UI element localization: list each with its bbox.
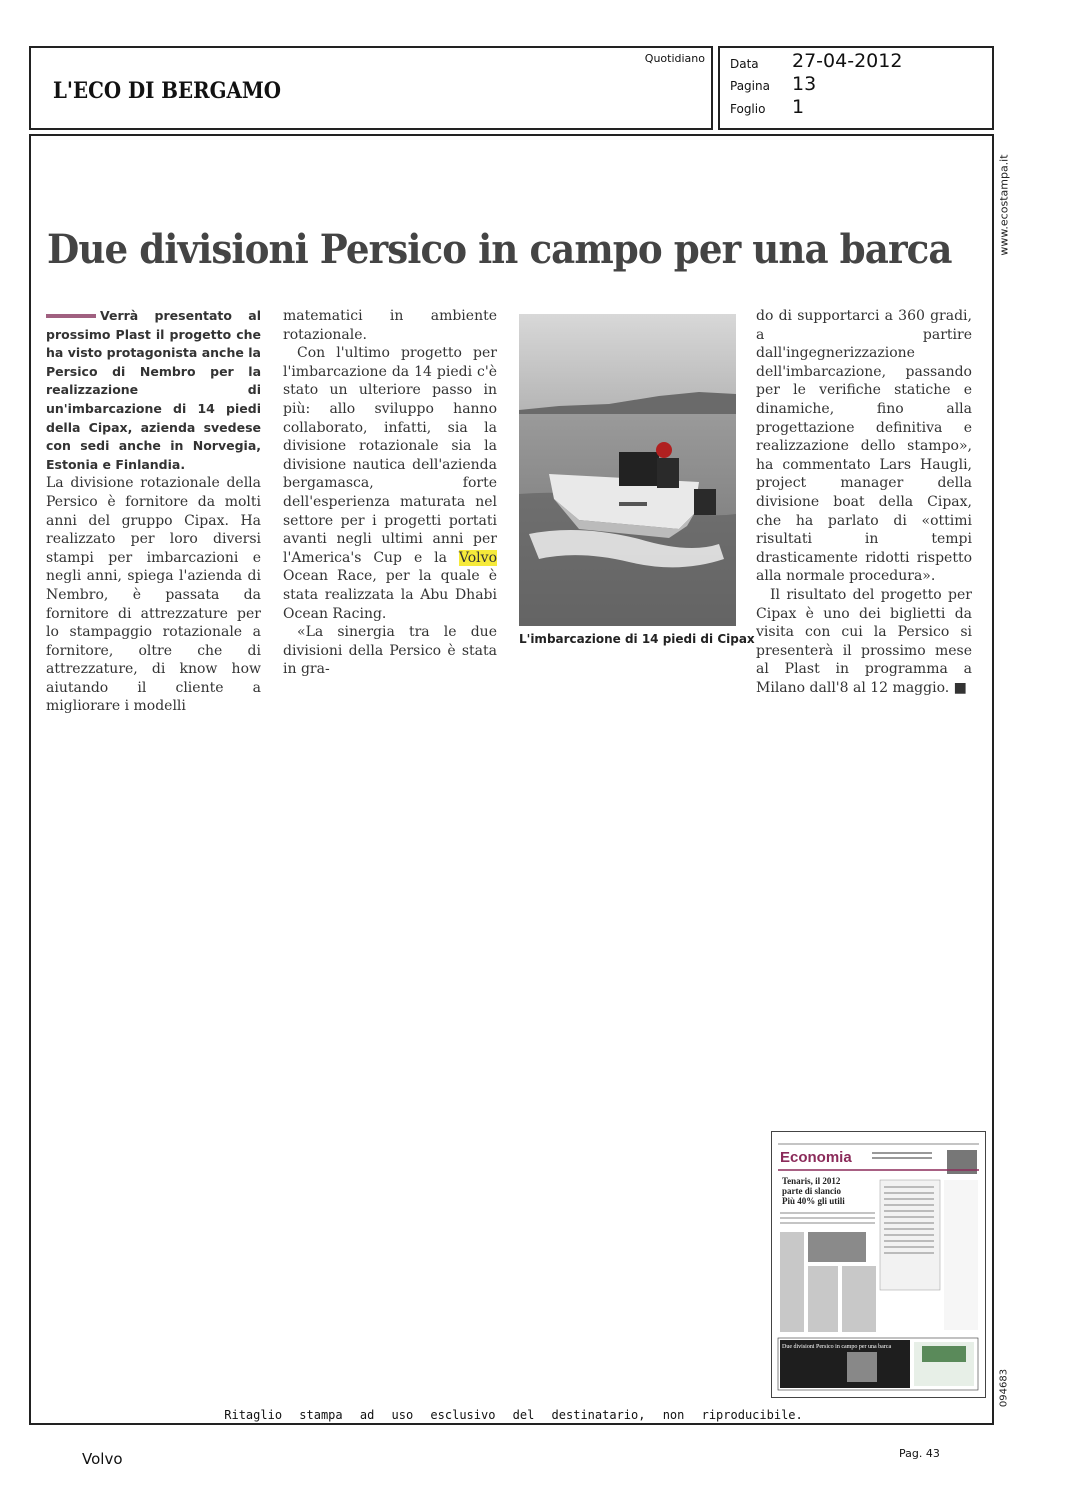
page-thumbnail-graphic bbox=[772, 1132, 985, 1397]
masthead-box bbox=[29, 46, 713, 130]
article-column-1 bbox=[46, 307, 261, 716]
column-4-p2: Il risultato del progetto per Cipax è uno dei biglietti da visita con cui la Persico si presenterà il prossimo mese al Plast in programma a Milano dall'8 al 12 maggio. ■ bbox=[756, 586, 972, 696]
svg-text:parte di slancio: parte di slancio bbox=[782, 1186, 842, 1196]
boat-photo bbox=[519, 314, 736, 626]
data-value: 27-04-2012 bbox=[792, 50, 903, 72]
pagina-label: Pagina bbox=[730, 79, 770, 93]
data-label: Data bbox=[730, 57, 759, 71]
column-2-p3: «La sinergia tra le due divisioni della Persico è stata in gra- bbox=[283, 624, 497, 678]
frequency-label: Quotidiano bbox=[644, 52, 705, 65]
article-box bbox=[29, 134, 994, 1425]
article-lead: Verrà presentato al prossimo Plast il progetto che ha visto protagonista anche la Persico di Nembro per la realizzazione di un'imbarcazione di 14 piedi della Cipax, azienda svedese con sedi anche in Norvegia, Estonia e Finlandia. bbox=[46, 308, 261, 472]
article-column-4 bbox=[756, 307, 972, 697]
meta-box bbox=[718, 46, 994, 130]
side-url: www.ecostampa.it bbox=[997, 154, 1011, 256]
page-thumbnail bbox=[771, 1131, 986, 1398]
side-code: 094683 bbox=[998, 1368, 1010, 1408]
reproduction-notice: Ritaglio stampa ad uso esclusivo del destinatario, non riproducibile. bbox=[224, 1408, 803, 1422]
volvo-highlight: Volvo bbox=[458, 549, 497, 566]
publication-logo: L'ECO DI BERGAMO bbox=[53, 78, 282, 104]
article-headline: Due divisioni Persico in campo per una barca bbox=[47, 226, 952, 273]
svg-text:Più 40% gli utili: Più 40% gli utili bbox=[782, 1196, 845, 1206]
column-1-body: La divisione rotazionale della Persico è fornitore da molti anni del gruppo Cipax. Ha realizzato per loro diversi stampi per imbarcazioni e negli anni, spiega l'azienda di Nembro, è passata da fornitore di attrezzature per lo stampaggio rotazionale a fornitore, oltre che di attrezzature, di know how aiutando il cliente a migliorare i modelli bbox=[46, 475, 261, 715]
page-number: Pag. 43 bbox=[899, 1447, 940, 1460]
article-column-2 bbox=[283, 307, 497, 679]
column-4-p1: do di supportarci a 360 gradi, a partire dall'ingegnerizzazione dell'imbarcazione, passando per le verifiche statiche e dinamiche, fino alla progettazione definitiva e realizzazione dello stampo», ha commentato Lars Haugli, project manager della divisione boat della Cipax, che ha parlato di «ottimi risultati in tempi drasticamente ridotti rispetto alla normale procedura». bbox=[756, 308, 972, 585]
foglio-value: 1 bbox=[792, 96, 805, 118]
pagina-value: 13 bbox=[792, 73, 817, 95]
column-2-p2: Con l'ultimo progetto per l'imbarcazione da 14 piedi c'è stato un ulteriore passo in più: allo sviluppo hanno collaborato, infatti, sia la divisione rotazionale sia la divisione nautica dell'azienda bergamasca, forte dell'esperienza maturata nel settore per i progetti portati avanti negli ultimi anni per l'America's Cup e la Volvo Ocean Race, per la quale è stata realizzata la Abu Dhabi Ocean Racing. bbox=[283, 345, 497, 622]
svg-text:Tenaris, il 2012: Tenaris, il 2012 bbox=[782, 1176, 841, 1186]
foglio-label: Foglio bbox=[730, 102, 766, 116]
keyword-label: Volvo bbox=[82, 1450, 123, 1468]
thumb-strip-headline: Due divisioni Persico in campo per una barca bbox=[782, 1344, 892, 1350]
boat-photo-graphic bbox=[519, 314, 736, 626]
column-2-p1: matematici in ambiente rotazionale. bbox=[283, 308, 497, 343]
thumb-section: Economia bbox=[780, 1149, 852, 1166]
lead-bar bbox=[46, 314, 96, 318]
photo-caption: L'imbarcazione di 14 piedi di Cipax bbox=[519, 632, 755, 646]
